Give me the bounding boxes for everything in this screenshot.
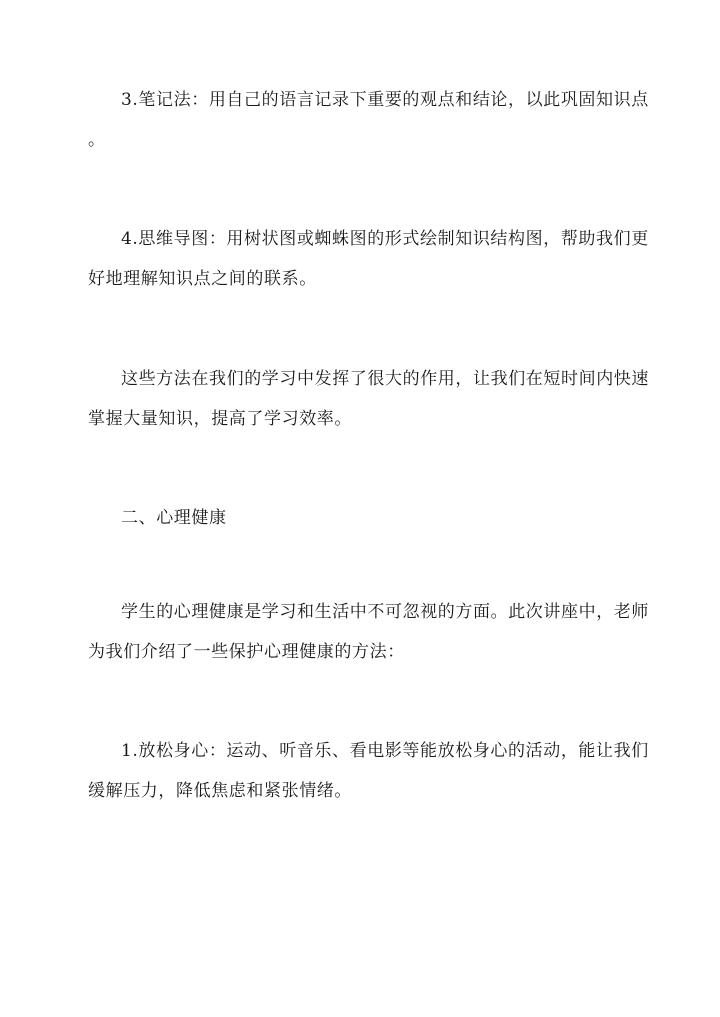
paragraph-note-method: [88, 80, 649, 160]
paragraph-line: 为我们介绍了一些保护心理健康的方法：: [88, 642, 405, 662]
paragraph-mind-map: [88, 219, 649, 299]
paragraph-methods-summary: [88, 359, 649, 439]
paragraph-line: 学生的心理健康是学习和生活中不可忽视的方面。此次讲座中，老师: [121, 602, 649, 622]
paragraph-line: 缓解压力，降低焦虑和紧张情绪。: [88, 781, 352, 801]
paragraph-line: 这些方法在我们的学习中发挥了很大的作用，让我们在短时间内快速: [121, 369, 649, 389]
paragraph-line: 。: [88, 130, 106, 150]
paragraph-line: 3.笔记法：用自己的语言记录下重要的观点和结论，以此巩固知识点: [121, 90, 649, 110]
paragraph-line: 1.放松身心：运动、听音乐、看电影等能放松身心的活动，能让我们: [121, 741, 649, 761]
section-heading-mental-health: [88, 498, 636, 538]
paragraph-line: 4.思维导图：用树状图或蜘蛛图的形式绘制知识结构图，帮助我们更: [121, 229, 649, 249]
paragraph-line: 好地理解知识点之间的联系。: [88, 269, 317, 289]
paragraph-relax: [88, 731, 649, 811]
paragraph-line: 掌握大量知识，提高了学习效率。: [88, 409, 352, 429]
section-heading-text: 二、心理健康: [121, 508, 227, 528]
paragraph-mental-health-intro: [88, 592, 649, 672]
